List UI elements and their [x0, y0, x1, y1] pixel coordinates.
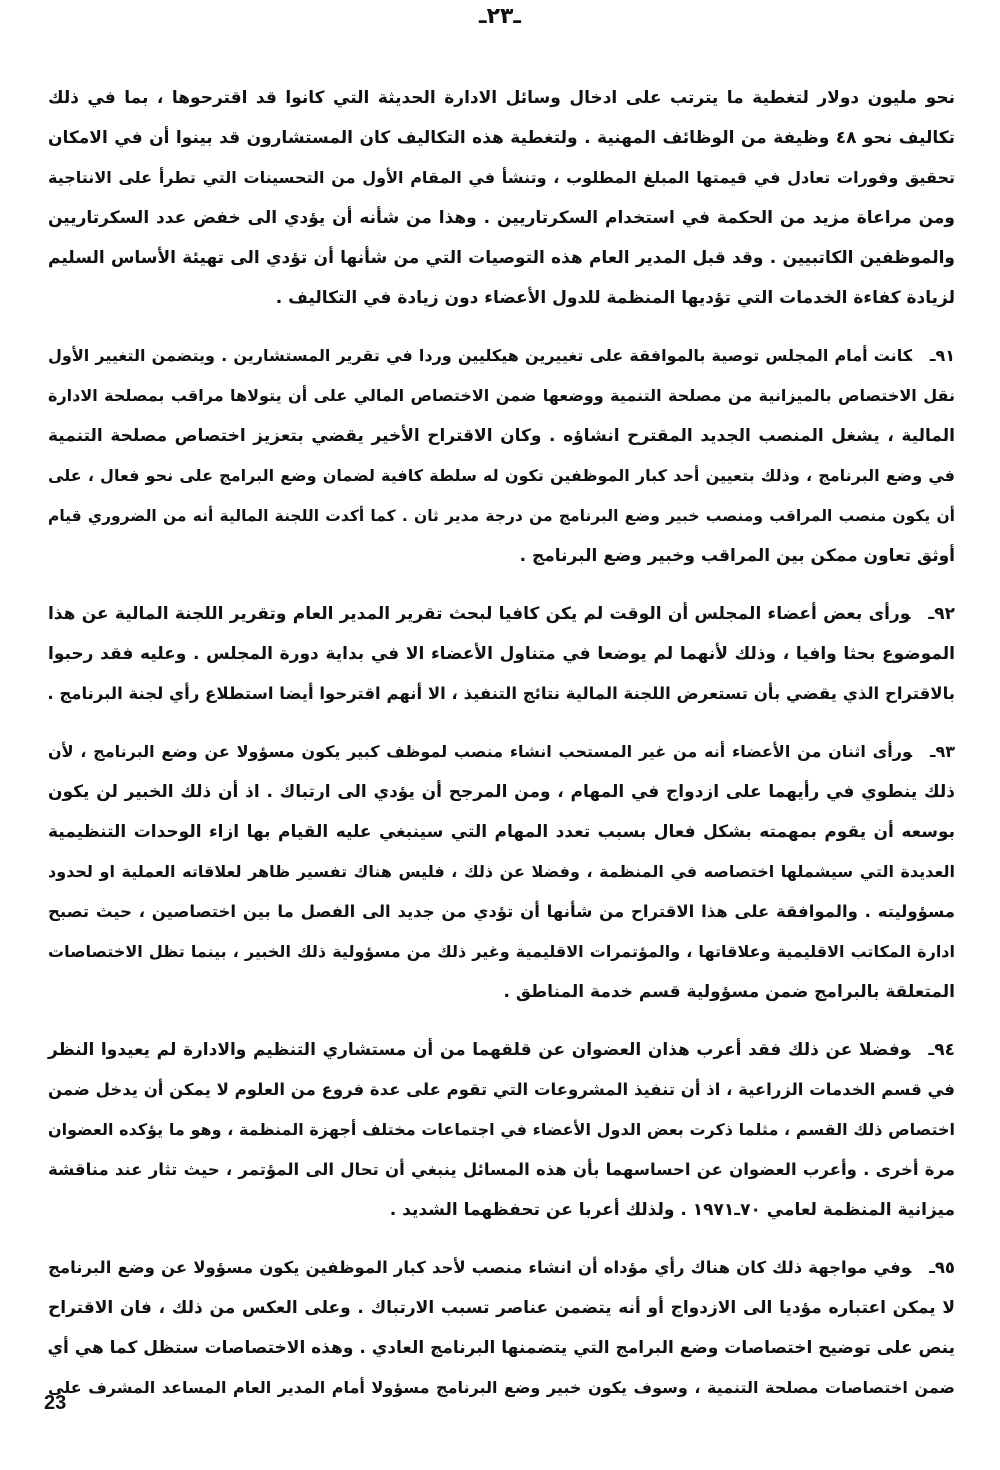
text-line — [48, 1030, 955, 1070]
text-line — [48, 772, 955, 812]
text-line — [48, 376, 955, 416]
line-text: وفضلا عن ذلك فقد أعرب هذان العضوان عن قلقهما من أن مستشاري التنظيم والادارة لم يعيدوا النظر — [48, 1040, 911, 1060]
line-text: ورأى بعض أعضاء المجلس أن الوقت لم يكن كافيا لبحث تقرير المدير العام وتقرير اللجنة المالية عن هذا — [48, 604, 911, 624]
line-text: ادارة المكاتب الاقليمية وعلاقاتها ، والمؤتمرات الاقليمية وغير ذلك من مسؤولية ذلك الخبير ، بينما تظل الاختصاصات — [48, 942, 955, 961]
text-line — [48, 456, 955, 496]
paragraph-number: ٩٤ـ — [928, 1040, 955, 1060]
text-line — [48, 1248, 955, 1288]
line-text: بوسعه أن يقوم بمهمته بشكل فعال بسبب تعدد المهام التي سينبغي عليه القيام بها ازاء الوحدات التنظيمية — [48, 822, 955, 842]
text-line — [48, 932, 955, 972]
page-header-number: ـ٢٣ـ — [479, 4, 521, 29]
text-line — [48, 1368, 955, 1408]
line-text: في قسم الخدمات الزراعية ، اذ أن تنفيذ المشروعات التي تقوم على عدة فروع من العلوم لا يمكن أن يدخل ضمن — [48, 1080, 955, 1099]
text-line — [48, 198, 955, 238]
document-body — [48, 78, 955, 1426]
paragraph-number: ٩١ـ — [930, 346, 955, 365]
line-text: مرة أخرى . وأعرب العضوان عن احساسهما بأن هذه المسائل ينبغي أن تحال الى المؤتمر ، حيث تثار عند مناقشة — [48, 1160, 955, 1179]
line-text: ذلك ينطوي في رأيهما على ازدواج في المهام ، ومن المرجح أن يؤدي الى ارتباك . اذ أن ذلك الخبير لن يكون — [48, 782, 955, 802]
paragraph-number: ٩٥ـ — [929, 1258, 955, 1277]
paragraph-number: ٩٣ـ — [930, 742, 955, 761]
text-line — [48, 78, 955, 118]
line-text: بالاقتراح الذي يقضي بأن تستعرض اللجنة المالية نتائج التنفيذ ، الا أنهم اقترحوا أيضا استطلاع رأي لجنة البرنامج . — [47, 684, 955, 703]
line-text: ومن مراعاة مزيد من الحكمة في استخدام السكرتاريين . وهذا من شأنه أن يؤدي الى خفض عدد السكرتاريين — [48, 208, 955, 228]
line-text: تكاليف نحو ٤٨ وظيفة من الوظائف المهنية . ولتغطية هذه التكاليف كان المستشارون قد بينوا أن في الامكان — [48, 128, 955, 148]
text-line — [48, 118, 955, 158]
paragraph — [48, 732, 955, 1012]
text-line — [48, 416, 955, 456]
text-line — [48, 892, 955, 932]
line-text: لا يمكن اعتباره مؤديا الى الازدواج أو أنه يتضمن عناصر تسبب الارتباك . وعلى العكس من ذلك ، فان الاقتراح — [48, 1298, 955, 1318]
text-line — [48, 278, 955, 318]
line-text: ينص على توضيح اختصاصات وضع البرامج التي يتضمنها البرنامج العادي . وهذه الاختصاصات ستظل كما هي أي — [47, 1338, 955, 1358]
line-text: مسؤوليته . والموافقة على هذا الاقتراح من شأنها أن تؤدي من جديد الى الفصل ما بين اختصاصين ، حيث تصبح — [48, 902, 955, 921]
text-line — [48, 536, 955, 576]
line-text: وفي مواجهة ذلك كان هناك رأي مؤداه أن انشاء منصب لأحد كبار الموظفين يكون مسؤولا عن وضع البرنامج — [48, 1258, 912, 1277]
line-text: المتعلقة بالبرامج ضمن مسؤولية قسم خدمة المناطق . — [503, 982, 955, 1002]
page-footer-number: 23 — [44, 1392, 67, 1414]
line-text: ورأى اثنان من الأعضاء أنه من غير المستحب انشاء منصب لموظف كبير يكون مسؤولا عن وضع البرنامج ، لأن — [48, 742, 912, 761]
line-text: أوثق تعاون ممكن بين المراقب وخبير وضع البرنامج . — [519, 546, 955, 566]
line-text: كانت أمام المجلس توصية بالموافقة على تغييرين هيكليين وردا في تقرير المستشارين . ويتضمن التغيير الأول — [48, 346, 912, 365]
line-text: العديدة التي سيشملها اختصاصه في المنظمة ، وفضلا عن ذلك ، فليس هناك تفسير ظاهر لعلاقاته العملية او لحدود — [48, 862, 955, 881]
line-text: في وضع البرنامج ، وذلك بتعيين أحد كبار الموظفين تكون له سلطة كافية لضمان وضع البرامج على نحو فعال ، على — [48, 466, 955, 485]
line-text: ضمن اختصاصات مصلحة التنمية ، وسوف يكون خبير وضع البرنامج مسؤولا أمام المدير العام المساعد المشرف على — [48, 1378, 955, 1397]
paragraph — [48, 1248, 955, 1408]
text-line — [48, 496, 955, 536]
paragraph — [48, 594, 955, 714]
text-line — [48, 674, 955, 714]
text-line — [48, 158, 955, 198]
paragraph — [48, 78, 955, 318]
line-text: والموظفين الكاتبيين . وقد قبل المدير العام هذه التوصيات التي من شأنها أن تؤدي الى تهيئة الأساس السليم — [48, 248, 955, 268]
text-line — [48, 1110, 955, 1150]
line-text: أن يكون منصب المراقب ومنصب خبير وضع البرنامج من درجة مدير ثان . كما أكدت اللجنة المالية أنه من الضروري قيام — [48, 507, 955, 525]
text-line — [48, 238, 955, 278]
text-line — [48, 732, 955, 772]
line-text: المالية ، يشغل المنصب الجديد المقترح انشاؤه . وكان الاقتراح الأخير يقضي بتعزيز اختصاص مصلحة التنمية — [48, 426, 955, 446]
line-text: الموضوع بحثا وافيا ، وذلك لأنهما لم يوضعا في متناول الأعضاء الا في بداية دورة المجلس . وعليه فقد رحبوا — [48, 644, 955, 664]
text-line — [48, 972, 955, 1012]
line-text: اختصاص ذلك القسم ، مثلما ذكرت بعض الدول الأعضاء في اجتماعات مختلف أجهزة المنظمة ، وهو ما يؤكده العضوان — [48, 1120, 955, 1139]
text-line — [48, 1288, 955, 1328]
line-text: نحو مليون دولار لتغطية ما يترتب على ادخال وسائل الادارة الحديثة التي كانوا قد اقترحوها ، بما في ذلك — [48, 88, 955, 108]
paragraph — [48, 336, 955, 576]
line-text: لزيادة كفاءة الخدمات التي تؤديها المنظمة للدول الأعضاء دون زيادة في التكاليف . — [275, 288, 955, 308]
paragraph — [48, 1030, 955, 1230]
text-line — [48, 812, 955, 852]
line-text: ميزانية المنظمة لعامي ٧٠ـ١٩٧١ . ولذلك أعربا عن تحفظهما الشديد . — [389, 1200, 955, 1220]
text-line — [48, 1070, 955, 1110]
text-line — [48, 1328, 955, 1368]
text-line — [48, 852, 955, 892]
text-line — [48, 594, 955, 634]
text-line — [48, 1190, 955, 1230]
text-line — [48, 634, 955, 674]
line-text: نقل الاختصاص بالميزانية من مصلحة التنمية ووضعها ضمن الاختصاص المالي على أن يتولاها مراقب بمصلحة الادارة — [48, 386, 955, 405]
text-line — [48, 336, 955, 376]
paragraph-number: ٩٢ـ — [928, 604, 955, 624]
line-text: تحقيق وفورات تعادل في قيمتها المبلغ المطلوب ، وتنشأ في المقام الأول من التحسينات التي تطرأ على الانتاجية — [48, 168, 955, 187]
text-line — [48, 1150, 955, 1190]
